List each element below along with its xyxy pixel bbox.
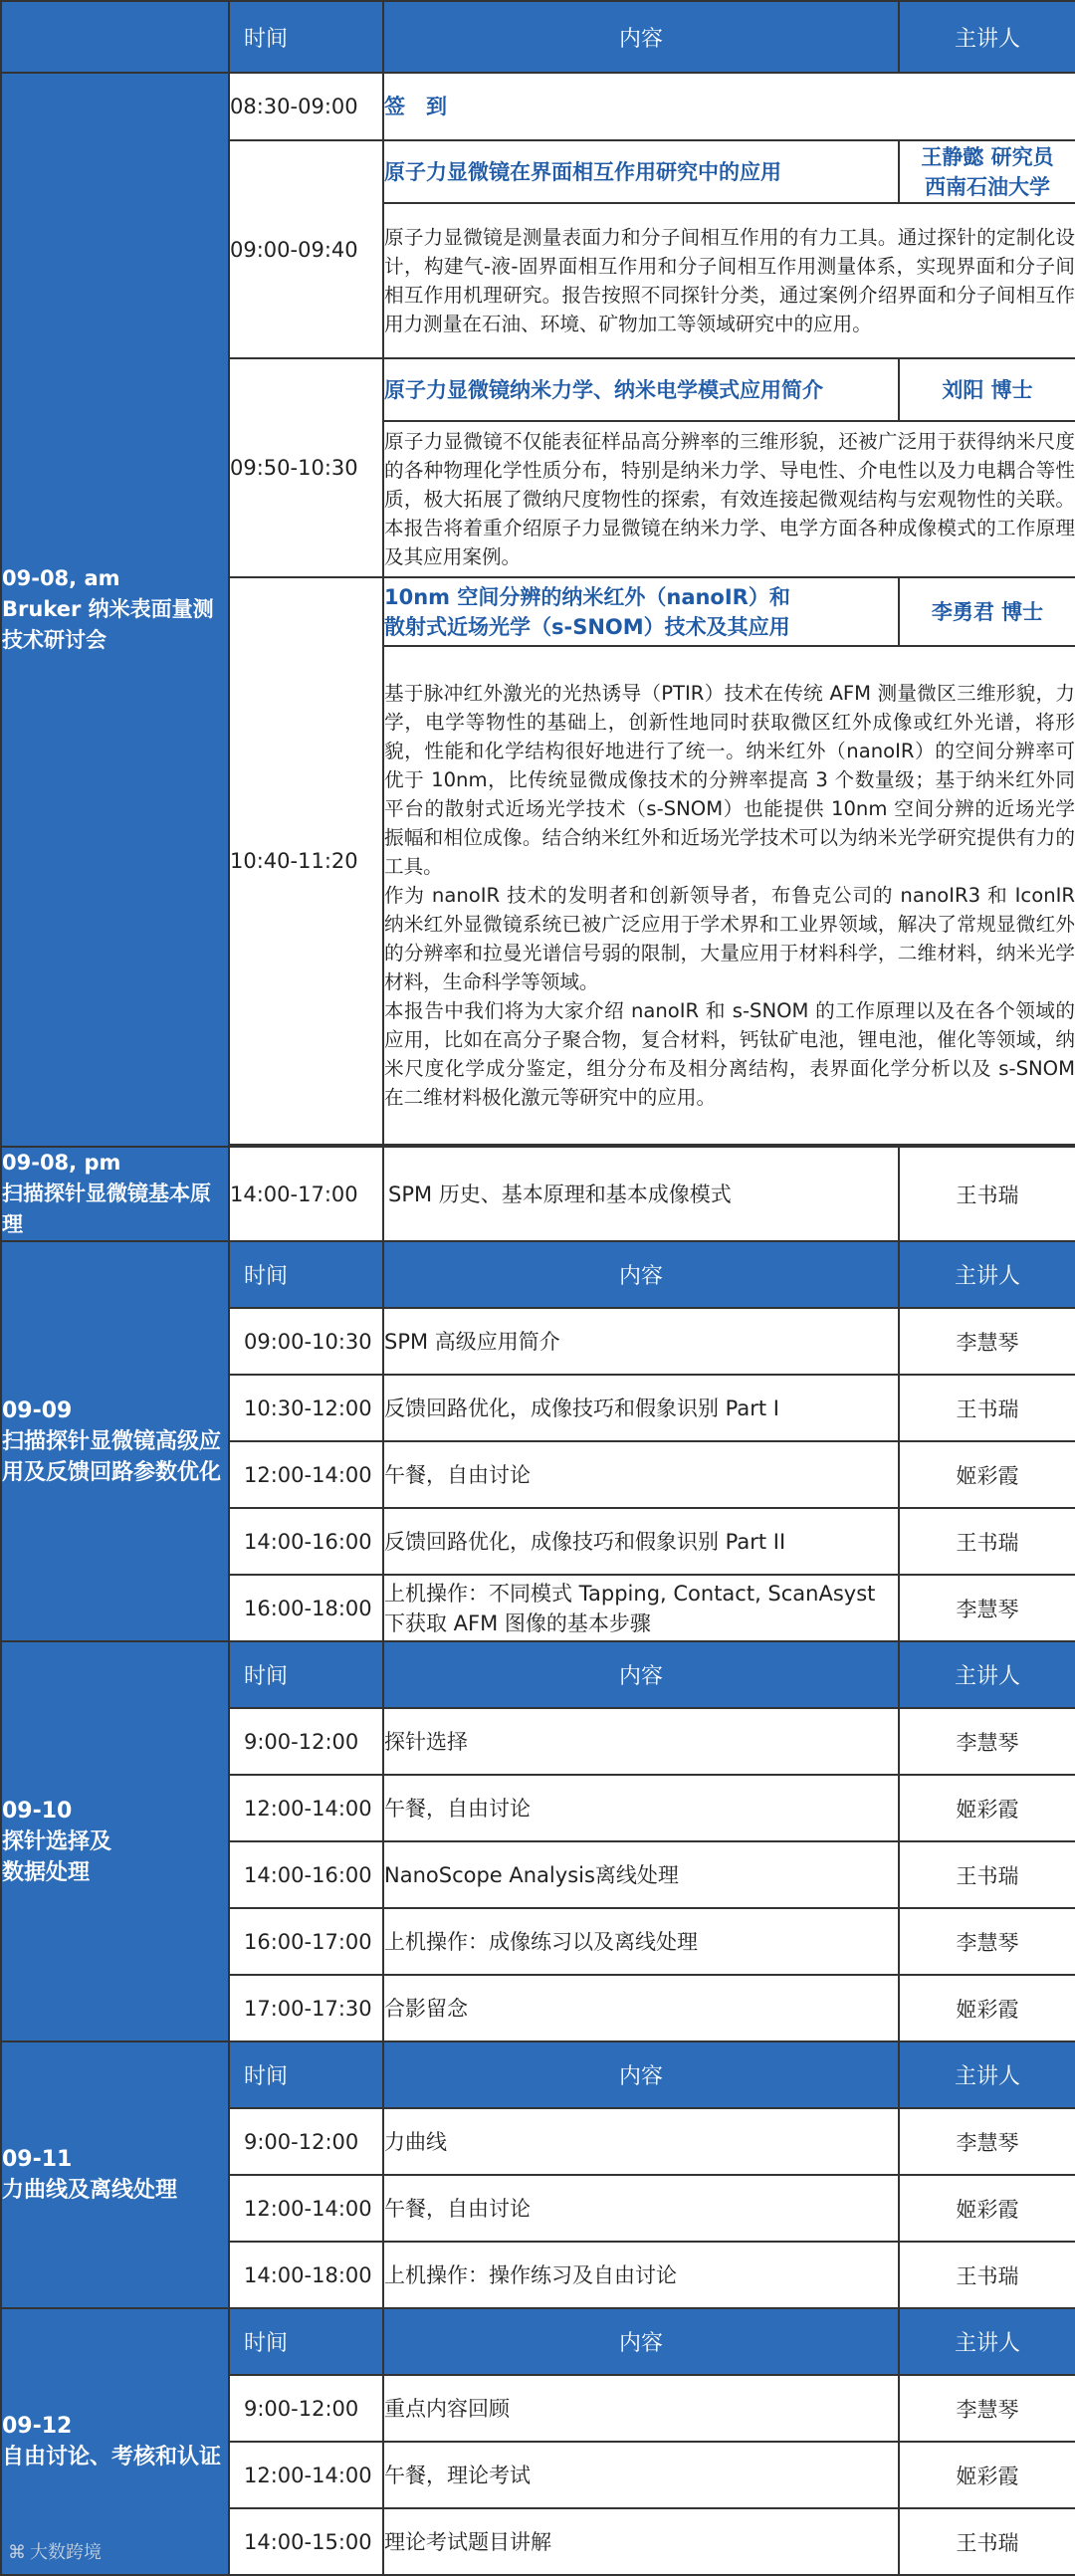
session-speaker: 姬彩霞 bbox=[899, 2442, 1075, 2508]
session-content: 反馈回路优化，成像技巧和假象识别 Part I bbox=[383, 1375, 899, 1441]
day-label-0910 bbox=[1, 1641, 229, 2041]
session-time: 09:00-10:30 bbox=[229, 1308, 383, 1375]
day-title: 探针选择及 bbox=[2, 1828, 112, 1854]
session-speaker: 李慧琴 bbox=[899, 1708, 1075, 1775]
watermark-text: 大数跨境 bbox=[30, 2542, 102, 2563]
session-time: 16:00-18:00 bbox=[229, 1575, 383, 1641]
session-speaker: 姬彩霞 bbox=[899, 1441, 1075, 1508]
session-speaker: 姬彩霞 bbox=[899, 1975, 1075, 2041]
day-date: 09-08, pm bbox=[2, 1151, 121, 1175]
day-date: 09-10 bbox=[2, 1798, 73, 1824]
session-content: 重点内容回顾 bbox=[383, 2375, 899, 2442]
session-content: 上机操作：成像练习以及离线处理 bbox=[383, 1908, 899, 1975]
session-content: 上机操作：操作练习及自由讨论 bbox=[383, 2242, 899, 2308]
day-label-0908-am bbox=[1, 73, 229, 1147]
header-row bbox=[1, 1, 1075, 73]
talk3-description bbox=[383, 646, 1075, 1145]
session-content: 反馈回路优化，成像技巧和假象识别 Part II bbox=[383, 1508, 899, 1575]
talk3-time: 10:40-11:20 bbox=[229, 577, 383, 1145]
session-time: 14:00-16:00 bbox=[229, 1841, 383, 1908]
watermark-logo-icon: ⌘ bbox=[8, 2542, 26, 2563]
day-date: 09-11 bbox=[2, 2147, 73, 2172]
header-speaker: 主讲人 bbox=[899, 2308, 1075, 2375]
day-title: 扫描探针显微镜基本原理 bbox=[2, 1181, 211, 1236]
session-speaker: 王书瑞 bbox=[899, 1841, 1075, 1908]
session-content: 合影留念 bbox=[383, 1975, 899, 2041]
session-time: 12:00-14:00 bbox=[229, 1775, 383, 1841]
session-time: 10:30-12:00 bbox=[229, 1375, 383, 1441]
watermark bbox=[8, 2538, 102, 2564]
header-speaker: 主讲人 bbox=[899, 1641, 1075, 1708]
session-content: 探针选择 bbox=[383, 1708, 899, 1775]
session-speaker: 王书瑞 bbox=[899, 2242, 1075, 2308]
talk1-speaker-name: 王静懿 研究员 bbox=[921, 144, 1054, 169]
day-title: Bruker 纳米表面量测技术研讨会 bbox=[2, 597, 214, 652]
day-title: 自由讨论、考核和认证 bbox=[2, 2445, 222, 2469]
session-time: 16:00-17:00 bbox=[229, 1908, 383, 1975]
session-row bbox=[1, 73, 1075, 140]
header-content: 内容 bbox=[383, 2308, 899, 2375]
talk1-description: 原子力显微镜是测量表面力和分子间相互作用的有力工具。通过探针的定制化设计，构建气-液-固界面相互作用和分子间相互作用测量体系，实现界面和分子间相互作用机理研究。报告按照不同探针分类，通过案例介绍界面和分子间相互作用力测量在石油、环境、矿物加工等领域研究中的应用。 bbox=[383, 203, 1075, 358]
session-content: 午餐，自由讨论 bbox=[383, 1775, 899, 1841]
session-time: 14:00-17:00 bbox=[229, 1147, 383, 1241]
day-title: 力曲线及离线处理 bbox=[2, 2178, 178, 2203]
day-date: 09-08, am bbox=[2, 566, 120, 590]
talk1-speaker-affiliation: 西南石油大学 bbox=[925, 174, 1050, 199]
session-content: NanoScope Analysis离线处理 bbox=[383, 1841, 899, 1908]
header-time: 时间 bbox=[229, 1641, 383, 1708]
session-speaker: 王书瑞 bbox=[899, 1147, 1075, 1241]
day-label-0912 bbox=[1, 2308, 229, 2575]
header-row bbox=[1, 2041, 1075, 2108]
talk3-desc-p1: 基于脉冲红外激光的光热诱导（PTIR）技术在传统 AFM 测量微区三维形貌，力学，电学等物性的基础上，创新性地同时获取微区红外成像或红外光谱，将形貌，性能和化学结构很好地进行了统一。纳米红外（nanoIR）的空间分辨率可优于 10nm，比传统显微成像技术的分辨率提高 3 个数量级；基于纳米红外同平台的散射式近场光学技术（s-SNOM）也能提供 10nm 空间分辨的近场光学振幅和相位成像。结合纳米红外和近场光学技术可以为纳米光学研究提供有力的工具。 bbox=[384, 682, 1075, 878]
session-content: SPM 高级应用简介 bbox=[383, 1308, 899, 1375]
session-time: 14:00-15:00 bbox=[229, 2508, 383, 2575]
session-time: 12:00-14:00 bbox=[229, 2175, 383, 2242]
day-label-0911 bbox=[1, 2041, 229, 2308]
session-row bbox=[1, 1147, 1075, 1241]
header-content: 内容 bbox=[383, 1241, 899, 1308]
header-time: 时间 bbox=[229, 1241, 383, 1308]
talk3-title bbox=[383, 577, 899, 646]
session-time: 12:00-14:00 bbox=[229, 2442, 383, 2508]
session-speaker: 李慧琴 bbox=[899, 1575, 1075, 1641]
header-speaker: 主讲人 bbox=[899, 2041, 1075, 2108]
header-content: 内容 bbox=[383, 1641, 899, 1708]
corner-cell bbox=[1, 1, 229, 73]
session-speaker: 李慧琴 bbox=[899, 2375, 1075, 2442]
talk1-time: 09:00-09:40 bbox=[229, 140, 383, 358]
header-content: 内容 bbox=[383, 2041, 899, 2108]
talk3-desc-p2: 作为 nanoIR 技术的发明者和创新领导者，布鲁克公司的 nanoIR3 和 IconIR 纳米红外显微镜系统已被广泛应用于学术界和工业界领域，解决了常规显微红外的分辨率和拉曼光谱信号弱的限制，大量应用于材料科学，二维材料，纳米光学材料，生命科学等领域。 bbox=[384, 884, 1075, 993]
header-row bbox=[1, 1241, 1075, 1308]
header-content: 内容 bbox=[383, 1, 899, 73]
talk2-speaker: 刘阳 博士 bbox=[899, 358, 1075, 421]
talk2-description: 原子力显微镜不仅能表征样品高分辨率的三维形貌，还被广泛用于获得纳米尺度的各种物理化学性质分布，特别是纳米力学、导电性、介电性以及力电耦合等性质，极大拓展了微纳尺度物性的探索，有效连接起微观结构与宏观物性的关联。本报告将着重介绍原子力显微镜在纳米力学、电学方面各种成像模式的工作原理及其应用案例。 bbox=[383, 421, 1075, 577]
day-date: 09-12 bbox=[2, 2414, 73, 2439]
session-time: 17:00-17:30 bbox=[229, 1975, 383, 2041]
session-speaker: 王书瑞 bbox=[899, 1508, 1075, 1575]
session-time: 9:00-12:00 bbox=[229, 2375, 383, 2442]
talk3-title-line2: 散射式近场光学（s-SNOM）技术及其应用 bbox=[384, 614, 790, 639]
checkin-time: 08:30-09:00 bbox=[229, 73, 383, 140]
session-time: 9:00-12:00 bbox=[229, 2108, 383, 2175]
session-content: 午餐，理论考试 bbox=[383, 2442, 899, 2508]
session-content: 理论考试题目讲解 bbox=[383, 2508, 899, 2575]
session-content: 午餐，自由讨论 bbox=[383, 1441, 899, 1508]
talk3-speaker: 李勇君 博士 bbox=[899, 577, 1075, 646]
session-speaker: 姬彩霞 bbox=[899, 2175, 1075, 2242]
session-time: 14:00-16:00 bbox=[229, 1508, 383, 1575]
header-time: 时间 bbox=[229, 2041, 383, 2108]
session-speaker: 王书瑞 bbox=[899, 2508, 1075, 2575]
session-content: 上机操作：不同模式 Tapping, Contact, ScanAsyst 下获取 AFM 图像的基本步骤 bbox=[383, 1575, 899, 1641]
session-content: SPM 历史、基本原理和基本成像模式 bbox=[383, 1147, 899, 1241]
session-speaker: 李慧琴 bbox=[899, 1308, 1075, 1375]
day-title-line2: 数据处理 bbox=[2, 1859, 91, 1885]
day-label-0909 bbox=[1, 1241, 229, 1641]
header-time: 时间 bbox=[229, 2308, 383, 2375]
session-speaker: 王书瑞 bbox=[899, 1375, 1075, 1441]
session-content: 午餐，自由讨论 bbox=[383, 2175, 899, 2242]
talk3-desc-p3: 本报告中我们将为大家介绍 nanoIR 和 s-SNOM 的工作原理以及在各个领域的应用，比如在高分子聚合物，复合材料，钙钛矿电池，锂电池，催化等领域，纳米尺度化学成分鉴定，组分分布及相分离结构，表界面化学分析以及 s-SNOM 在二维材料极化激元等研究中的应用。 bbox=[384, 999, 1075, 1109]
day-title: 扫描探针显微镜高级应用及反馈回路参数优化 bbox=[2, 1428, 222, 1485]
session-time: 9:00-12:00 bbox=[229, 1708, 383, 1775]
session-time: 12:00-14:00 bbox=[229, 1441, 383, 1508]
header-time: 时间 bbox=[229, 1, 383, 73]
talk2-title: 原子力显微镜纳米力学、纳米电学模式应用简介 bbox=[383, 358, 899, 421]
session-speaker: 姬彩霞 bbox=[899, 1775, 1075, 1841]
session-time: 14:00-18:00 bbox=[229, 2242, 383, 2308]
day-date: 09-09 bbox=[2, 1397, 73, 1423]
talk3-title-line1: 10nm 空间分辨的纳米红外（nanoIR）和 bbox=[384, 584, 790, 609]
session-content: 力曲线 bbox=[383, 2108, 899, 2175]
talk1-speaker bbox=[899, 140, 1075, 203]
session-speaker: 李慧琴 bbox=[899, 2108, 1075, 2175]
session-speaker: 李慧琴 bbox=[899, 1908, 1075, 1975]
header-row bbox=[1, 1641, 1075, 1708]
day-label-0908-pm bbox=[1, 1147, 229, 1241]
header-speaker: 主讲人 bbox=[899, 1241, 1075, 1308]
checkin-label: 签 到 bbox=[383, 73, 1075, 140]
talk1-title: 原子力显微镜在界面相互作用研究中的应用 bbox=[383, 140, 899, 203]
header-row bbox=[1, 2308, 1075, 2375]
talk2-time: 09:50-10:30 bbox=[229, 358, 383, 577]
header-speaker: 主讲人 bbox=[899, 1, 1075, 73]
